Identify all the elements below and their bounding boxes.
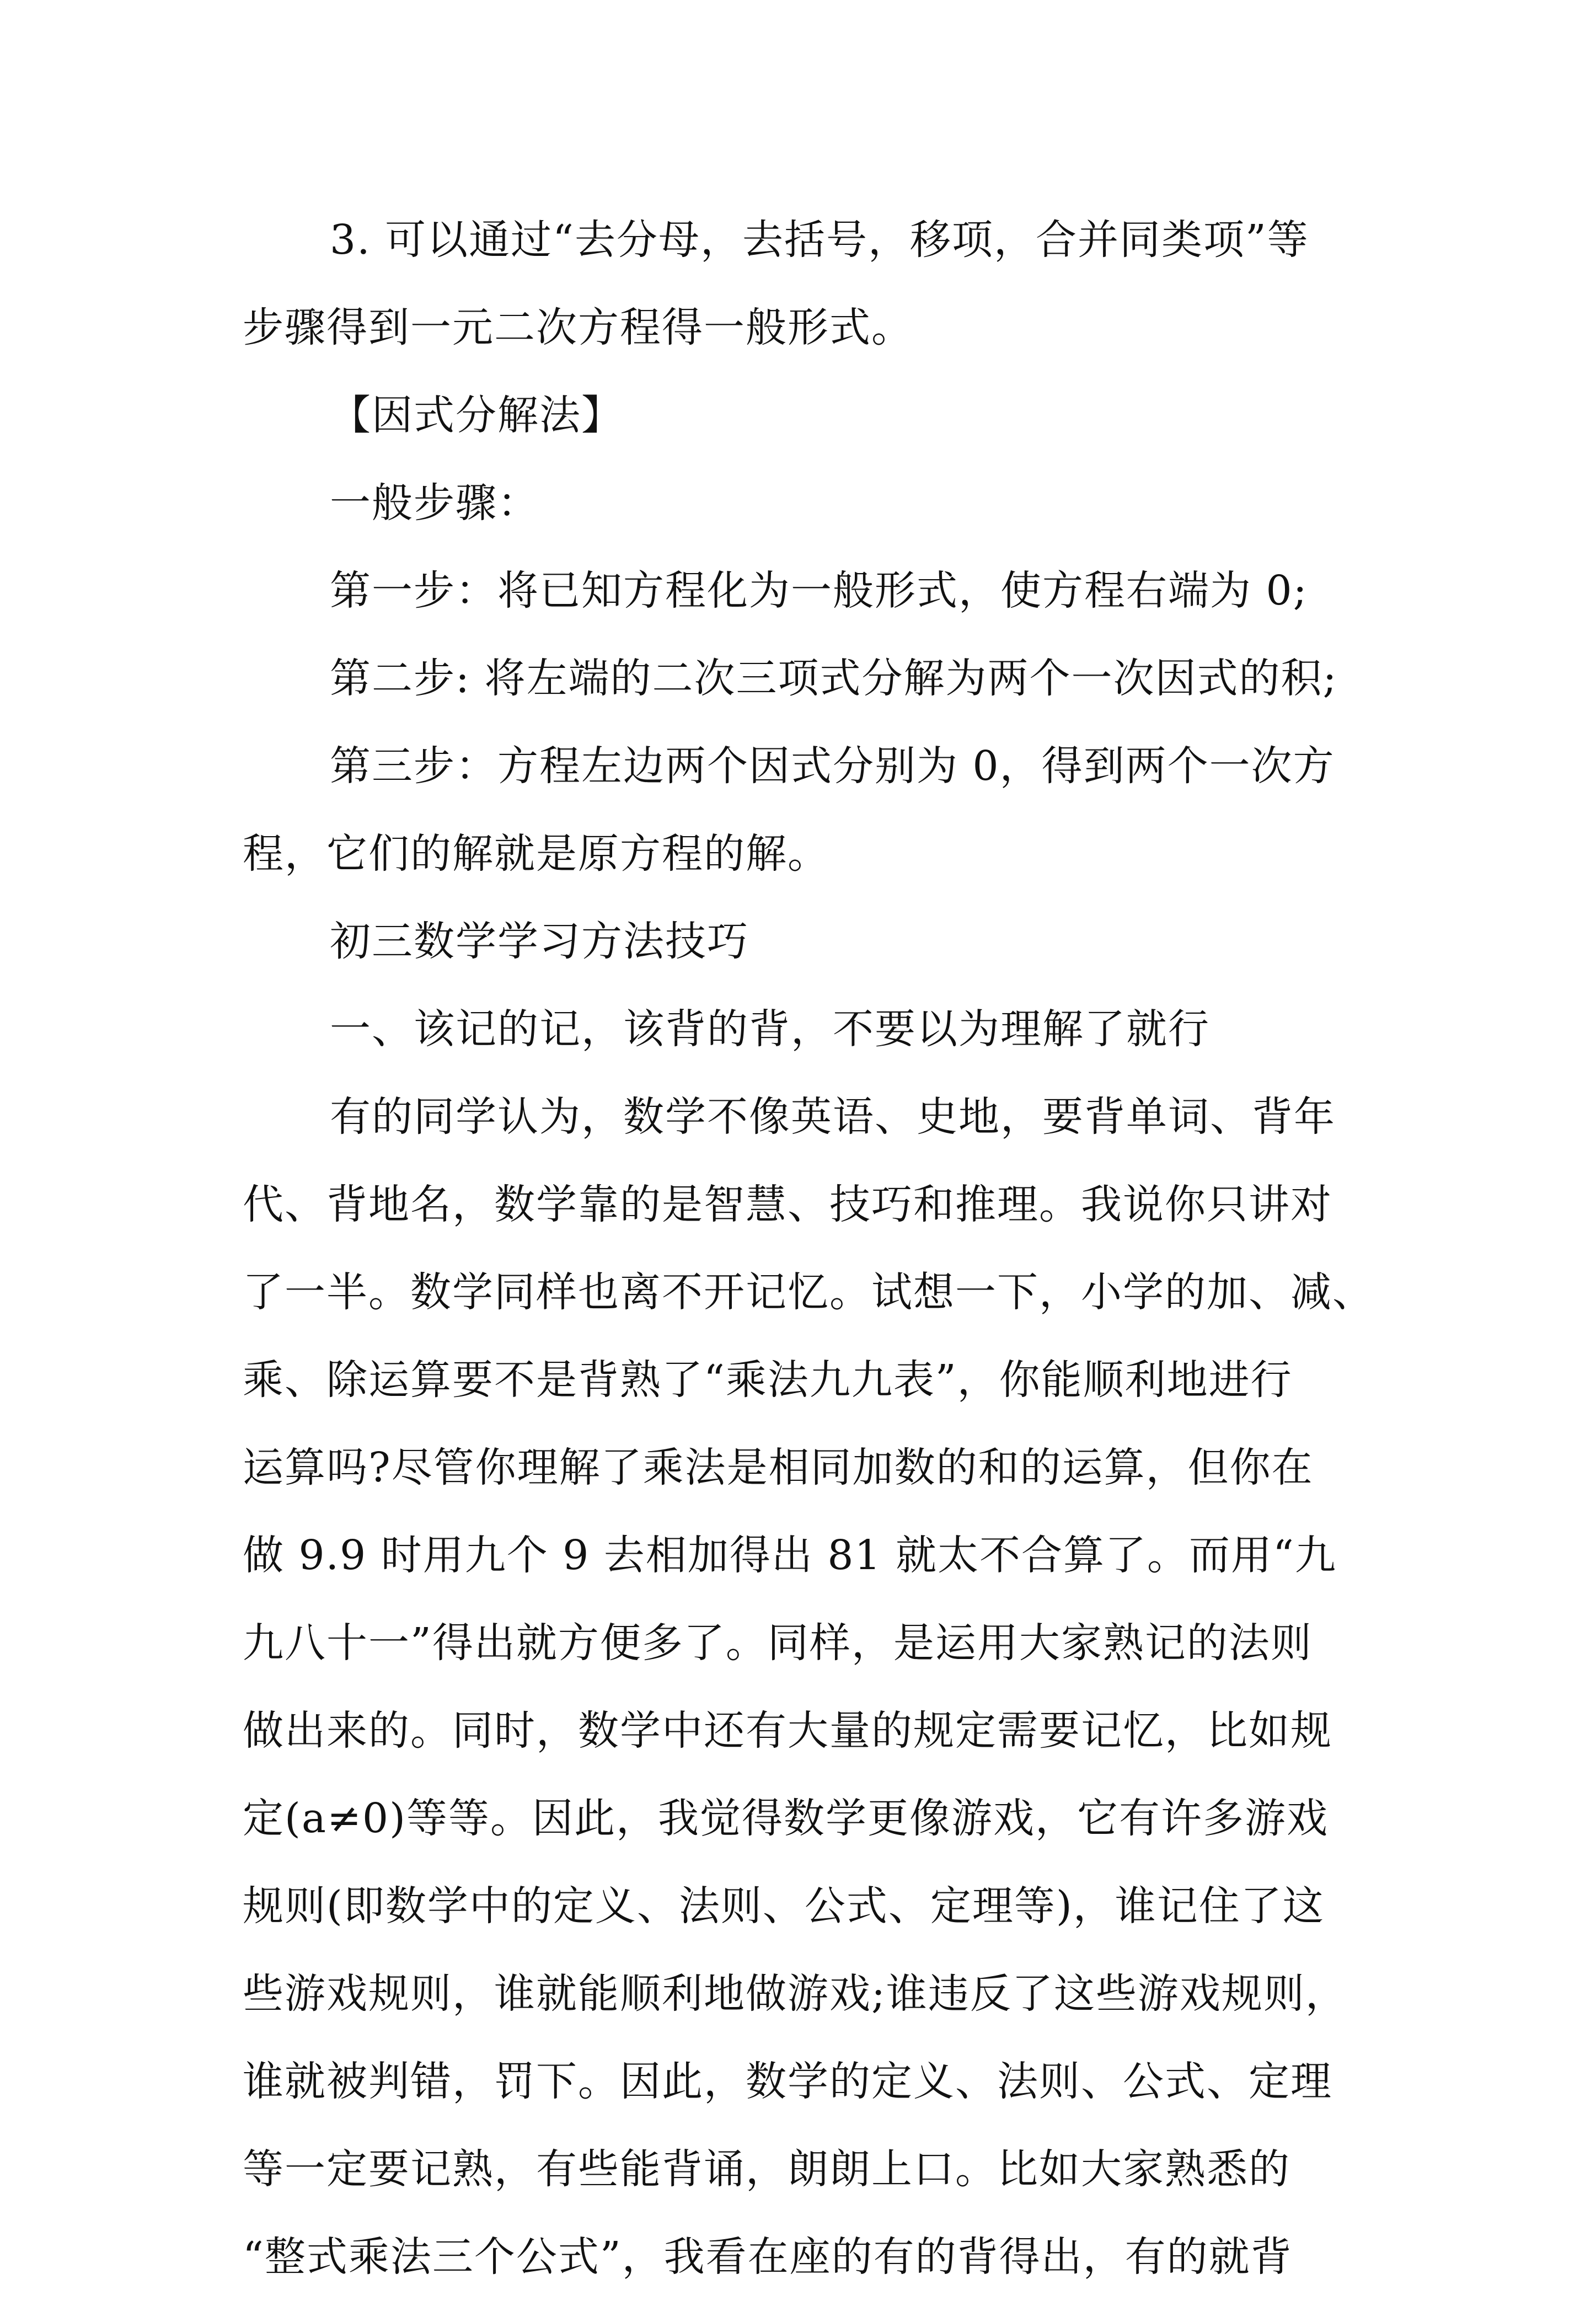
paragraph-general-steps	[243, 459, 1368, 547]
text-line: 运算吗?尽管你理解了乘法是相同加数的和的运算，但你在	[243, 1444, 1314, 1491]
text-line: “整式乘法三个公式”，我看在座的有的背得出，有的就背	[243, 2233, 1293, 2281]
text-line: 【因式分解法】	[330, 392, 623, 439]
text-line: 九八十一”得出就方便多了。同样，是运用大家熟记的法则	[243, 1619, 1313, 1667]
text-line: 等一定要记熟，有些能背诵，朗朗上口。比如大家熟悉的	[243, 2145, 1290, 2193]
text-line: 第三步：方程左边两个因式分别为 0，得到两个一次方	[330, 742, 1335, 790]
section-heading-factorization	[243, 372, 1368, 459]
text-line: 程，它们的解就是原方程的解。	[243, 830, 829, 877]
text-line: 谁就被判错，罚下。因此，数学的定义、法则、公式、定理	[243, 2058, 1332, 2105]
text-line: 规则(即数学中的定义、法则、公式、定理等)，谁记住了这	[243, 1882, 1325, 1930]
text-line: 步骤得到一元二次方程得一般形式。	[243, 304, 913, 351]
text-line: 一般步骤：	[330, 479, 539, 527]
paragraph-memory-discussion	[243, 1073, 1374, 2301]
text-line: 第一步：将已知方程化为一般形式，使方程右端为 0;	[330, 567, 1308, 614]
text-line: 初三数学学习方法技巧	[330, 918, 749, 965]
text-line: 些游戏规则，谁就能顺利地做游戏;谁违反了这些游戏规则，	[243, 1970, 1347, 2018]
paragraph-step-one	[243, 547, 1368, 635]
text-line: 一、该记的记，该背的背，不要以为理解了就行	[330, 1005, 1210, 1053]
text-line: 3. 可以通过“去分母，去括号，移项，合并同类项”等	[330, 216, 1309, 264]
text-line: 做 9.9 时用九个 9 去相加得出 81 就太不合算了。而用“九	[243, 1532, 1337, 1579]
subheading-memorize	[243, 986, 1368, 1073]
paragraph-step-three	[243, 723, 1368, 898]
text-line: 定(a≠0)等等。因此，我觉得数学更像游戏，它有许多游戏	[243, 1795, 1329, 1842]
paragraph-step-two	[243, 635, 1368, 723]
text-line: 了一半。数学同样也离不开记忆。试想一下，小学的加、减、	[243, 1269, 1374, 1316]
text-line: 第二步: 将左端的二次三项式分解为两个一次因式的积;	[330, 655, 1338, 702]
text-line: 代、背地名，数学靠的是智慧、技巧和推理。我说你只讲对	[243, 1181, 1332, 1228]
text-line: 有的同学认为，数学不像英语、史地，要背单词、背年	[330, 1093, 1336, 1141]
section-heading-study-methods	[243, 898, 1368, 986]
text-line: 做出来的。同时，数学中还有大量的规定需要记忆，比如规	[243, 1707, 1332, 1754]
paragraph-equation-steps	[243, 196, 1368, 372]
document-body	[243, 196, 1374, 2301]
text-line: 乘、除运算要不是背熟了“乘法九九表”，你能顺利地进行	[243, 1356, 1293, 1404]
